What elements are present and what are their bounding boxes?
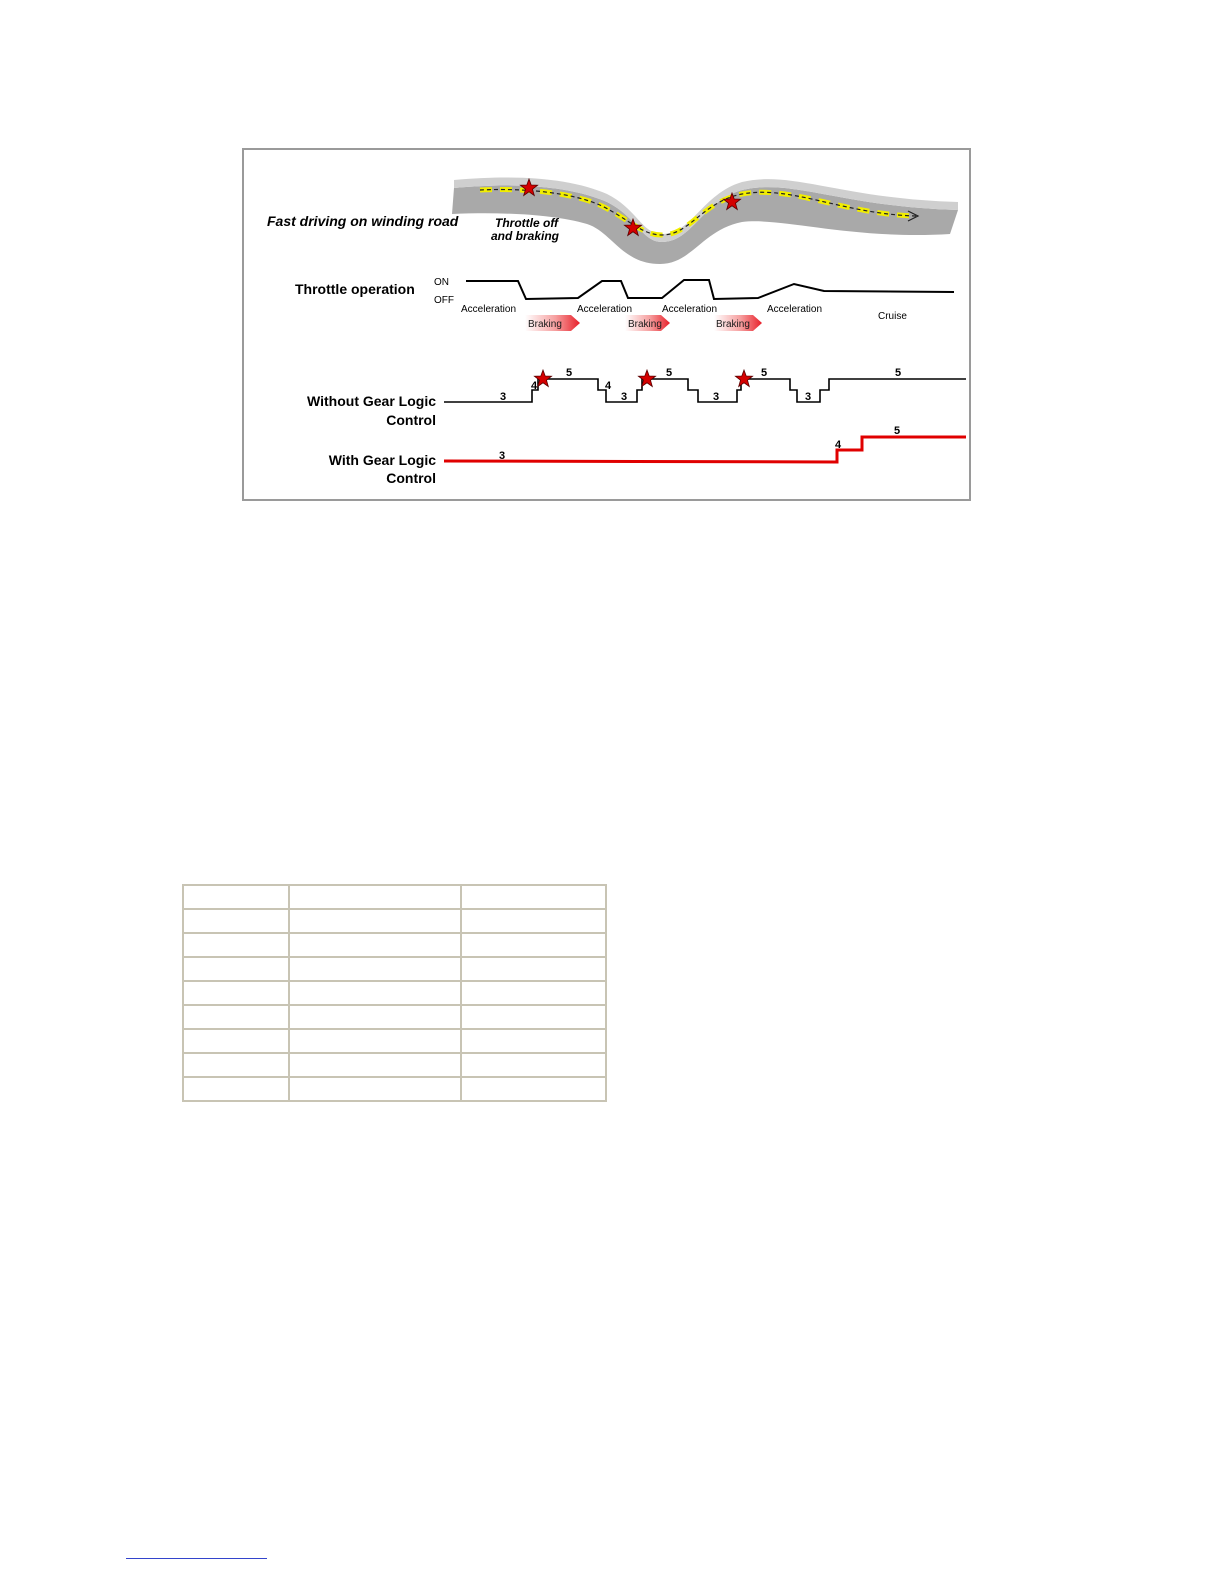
table-cell — [461, 1053, 606, 1077]
footnote-separator — [126, 1558, 267, 1559]
gear-number: 5 — [761, 367, 768, 379]
phase-label: Acceleration — [461, 304, 517, 315]
braking-arrow — [714, 315, 762, 331]
table-cell — [461, 957, 606, 981]
gear-number: 3 — [805, 391, 812, 403]
with-label-line2: Control — [386, 470, 436, 486]
table-cell — [289, 1029, 461, 1053]
table-cell — [183, 885, 289, 909]
throttle-trace — [466, 280, 954, 299]
table-cell — [183, 1005, 289, 1029]
off-label: OFF — [434, 295, 454, 306]
table-cell — [461, 1077, 606, 1101]
gear-number: 4 — [835, 439, 842, 451]
table-cell — [183, 933, 289, 957]
table-cell — [183, 1053, 289, 1077]
table-row — [183, 933, 606, 957]
table-cell — [183, 909, 289, 933]
shift-star-icon — [735, 370, 752, 387]
table-cell — [183, 981, 289, 1005]
gear-number: 3 — [500, 391, 507, 403]
on-label: ON — [434, 277, 449, 288]
table-cell — [289, 1053, 461, 1077]
table-cell — [289, 1005, 461, 1029]
table-cell — [289, 1077, 461, 1101]
table-cell — [289, 957, 461, 981]
table-cell — [461, 885, 606, 909]
road-note-line1: Throttle off — [495, 216, 559, 230]
table-cell — [183, 1077, 289, 1101]
gear-number: 3 — [499, 450, 506, 462]
braking-arrow — [625, 315, 670, 331]
road-note-line2: and braking — [491, 229, 560, 243]
table-cell — [183, 1029, 289, 1053]
table-row — [183, 1029, 606, 1053]
table-row — [183, 909, 606, 933]
table-cell — [289, 909, 461, 933]
road-label: Fast driving on winding road — [267, 213, 459, 229]
table-cell — [461, 1029, 606, 1053]
table-row — [183, 1005, 606, 1029]
gear-number: 4 — [531, 380, 538, 392]
braking-label: Braking — [716, 319, 750, 330]
gear-logic-figure — [242, 148, 971, 501]
braking-label: Braking — [628, 319, 662, 330]
gear-logic-diagram — [2, 2, 1224, 702]
table-cell — [461, 1005, 606, 1029]
shift-star-icon — [638, 370, 655, 387]
table-row — [183, 1077, 606, 1101]
with-gear-trace — [444, 437, 966, 462]
table-cell — [289, 981, 461, 1005]
gear-number: 3 — [621, 391, 628, 403]
table-cell — [461, 933, 606, 957]
table-cell — [289, 933, 461, 957]
throttle-label: Throttle operation — [295, 281, 415, 297]
phase-label: Acceleration — [577, 304, 633, 315]
gear-number: 3 — [713, 391, 720, 403]
gear-number: 5 — [894, 425, 901, 437]
table-row — [183, 885, 606, 909]
table-cell — [183, 957, 289, 981]
braking-arrow — [525, 315, 580, 331]
gear-number: 5 — [666, 367, 673, 379]
phase-label: Acceleration — [767, 304, 823, 315]
with-label-line1: With Gear Logic — [328, 452, 436, 468]
table-row — [183, 1053, 606, 1077]
braking-label: Braking — [528, 319, 562, 330]
empty-table — [182, 884, 607, 1102]
without-label-line2: Control — [386, 412, 436, 428]
without-gear-trace — [444, 379, 966, 402]
table-cell — [461, 909, 606, 933]
table-row — [183, 981, 606, 1005]
table-row — [183, 957, 606, 981]
phase-label: Acceleration — [662, 304, 718, 315]
without-label-line1: Without Gear Logic — [307, 393, 436, 409]
table-cell — [289, 885, 461, 909]
gear-number: 5 — [566, 367, 573, 379]
table-cell — [461, 981, 606, 1005]
gear-number: 5 — [895, 367, 902, 379]
gear-number: 4 — [605, 380, 612, 392]
phase-label: Cruise — [878, 311, 907, 322]
